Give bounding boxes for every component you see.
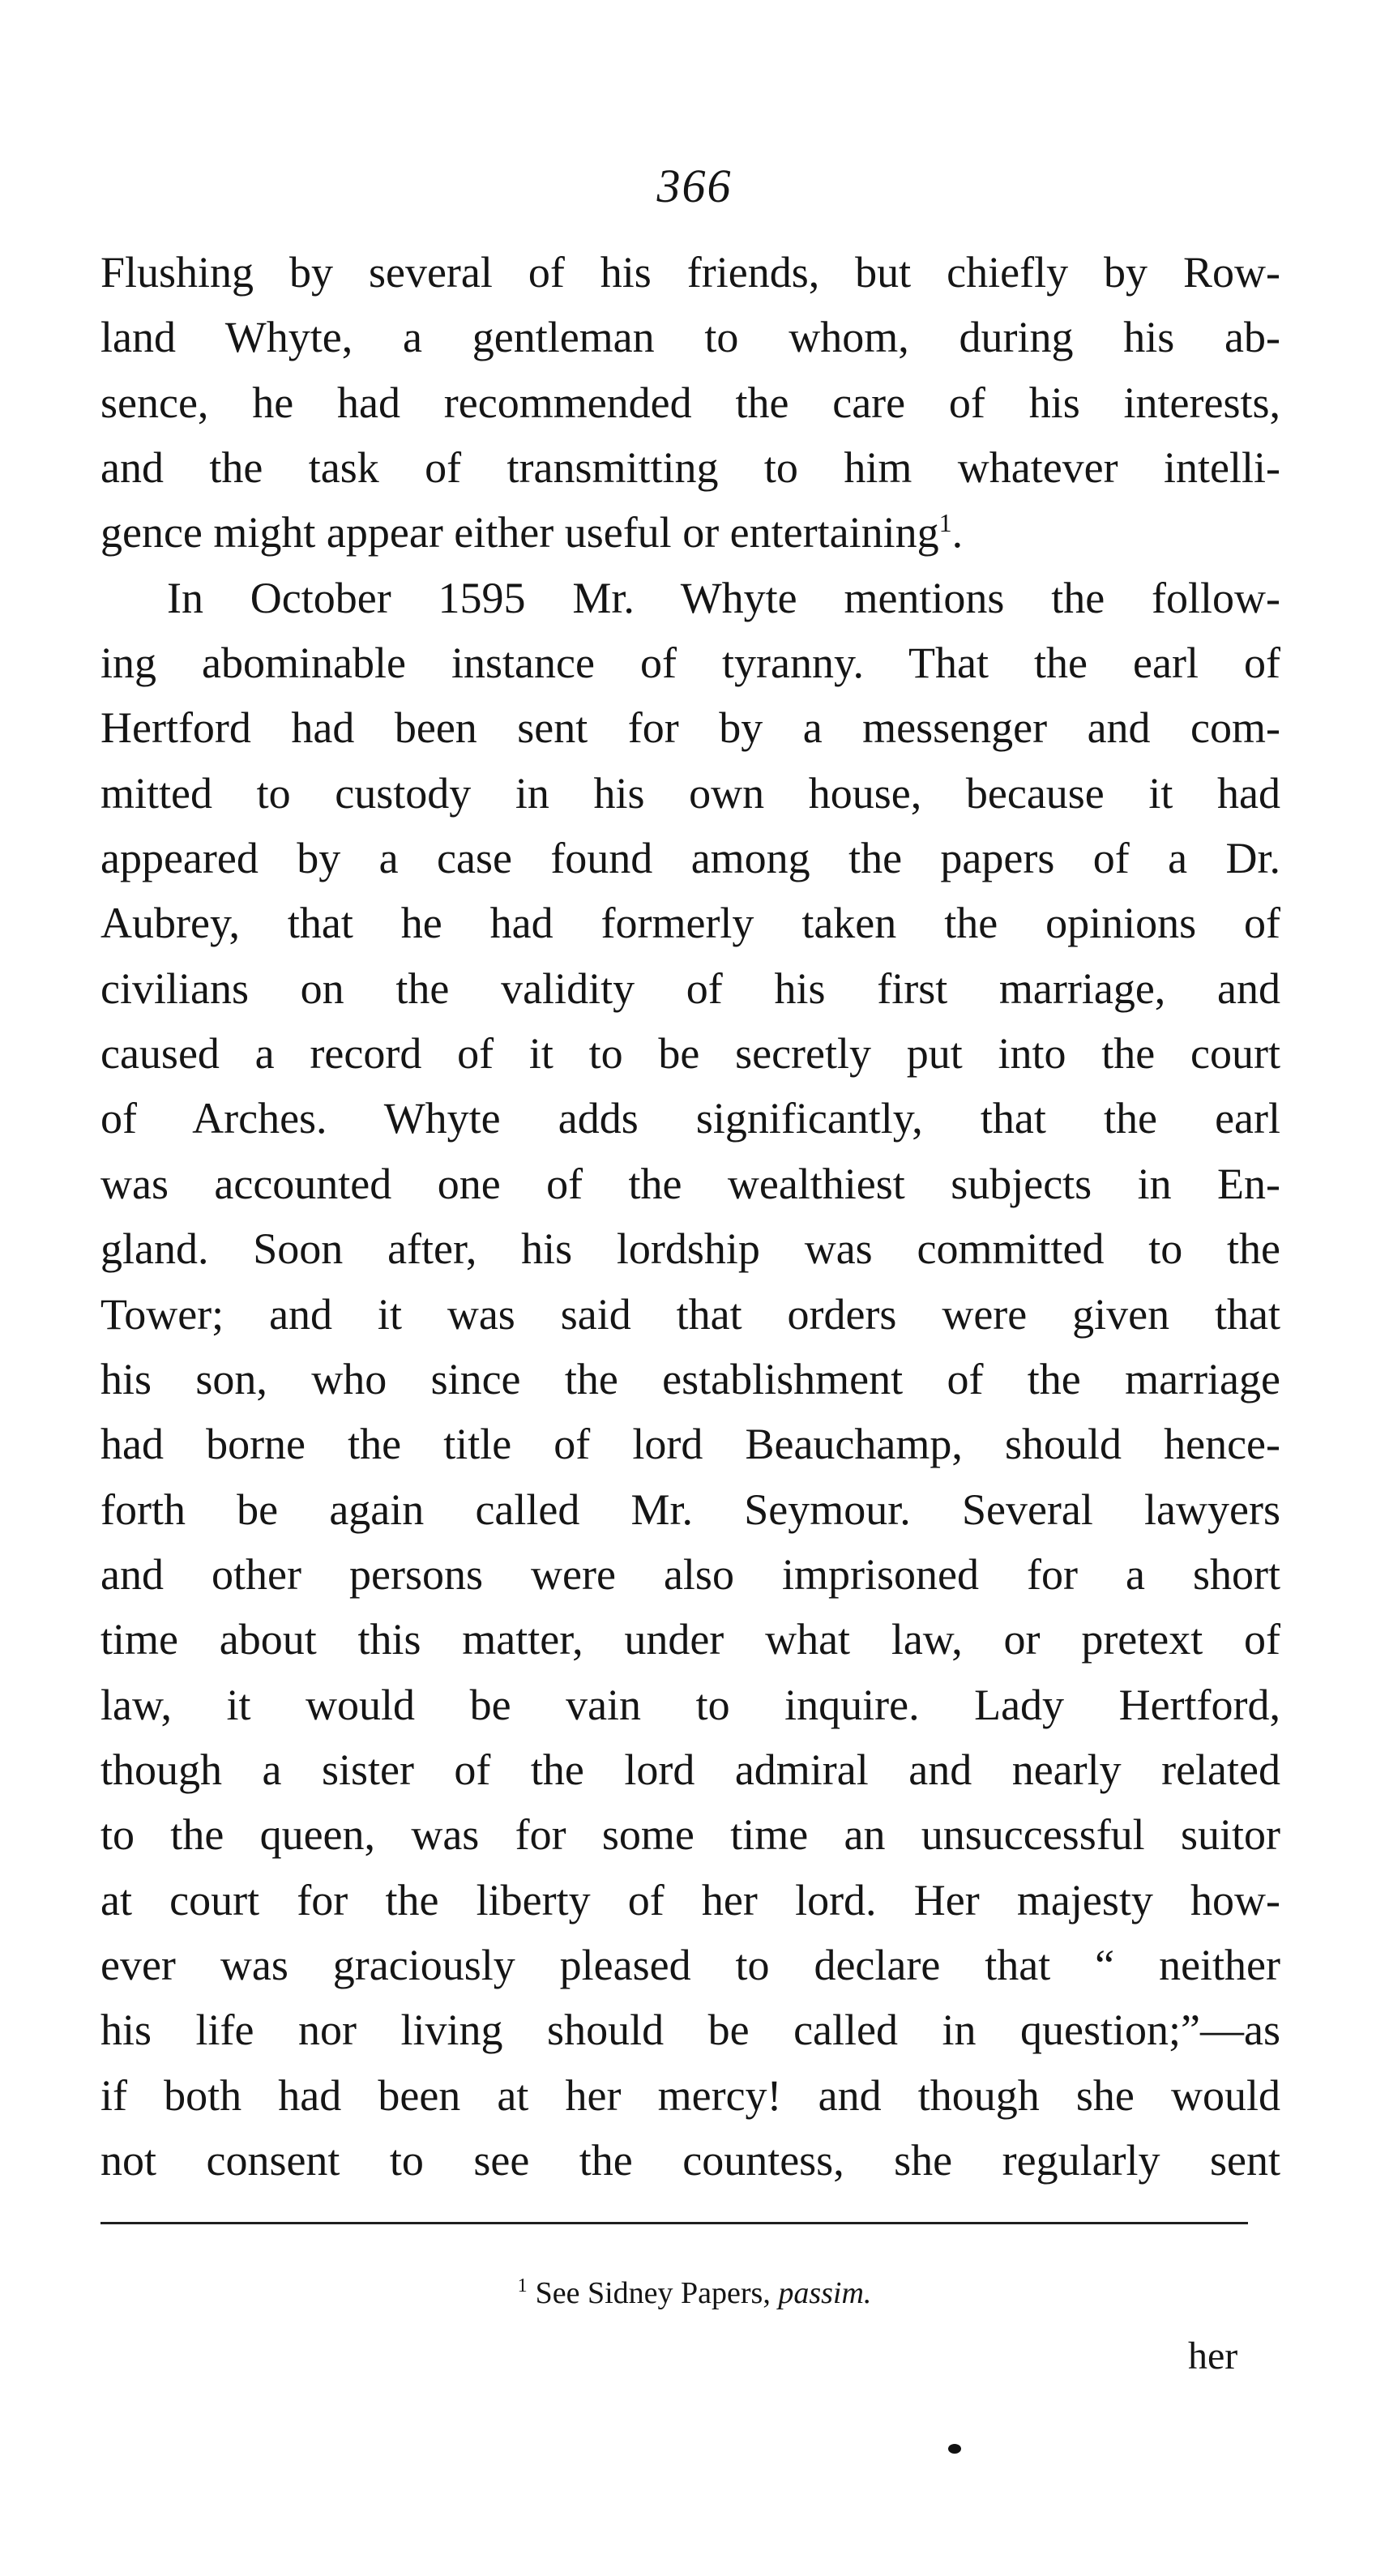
text-line: caused a record of it to be secretly put into the court <box>100 1029 1280 1079</box>
text-line: appeared by a case found among the papers of a Dr. <box>100 834 1280 883</box>
catchword: her <box>1188 2335 1238 2377</box>
text-line: had borne the title of lord Beauchamp, should hence- <box>100 1420 1280 1469</box>
footnote-marker: 1 <box>517 2275 528 2297</box>
page-number: 366 <box>656 160 733 212</box>
ink-speck <box>948 2444 961 2454</box>
text-line: not consent to see the countess, she regularly sent <box>100 2135 1280 2185</box>
text-line: gland. Soon after, his lordship was committed to the <box>100 1224 1280 1274</box>
text-line: forth be again called Mr. Seymour. Several lawyers <box>100 1485 1280 1534</box>
text-line: time about this matter, under what law, or pretext of <box>100 1615 1280 1664</box>
text-line: his son, who since the establishment of the marriage <box>100 1354 1280 1403</box>
body-text <box>100 240 1280 2193</box>
text-line: gence might appear either useful or entertaining$^1$. <box>100 508 964 557</box>
text-line: Flushing by several of his friends, but chiefly by Row- <box>100 248 1280 297</box>
text-line: mitted to custody in his own house, because it had <box>100 768 1280 818</box>
text-line: to the queen, was for some time an unsuccessful suitor <box>100 1810 1280 1860</box>
text-line: if both had been at her mercy! and though she would <box>100 2070 1280 2120</box>
text-line: sence, he had recommended the care of his interests, <box>100 378 1280 427</box>
text-line: and the task of transmitting to him whatever intelli- <box>100 443 1280 493</box>
footnote <box>0 2275 1389 2311</box>
text-line: Tower; and it was said that orders were given that <box>100 1289 1280 1339</box>
text-line: Hertford had been sent for by a messenger and com- <box>100 703 1280 753</box>
footnote-reference: 1 <box>938 508 952 538</box>
text-line: In October 1595 Mr. Whyte mentions the follow- <box>167 573 1280 622</box>
text-line: law, it would be vain to inquire. Lady Hertford, <box>100 1680 1280 1729</box>
text-line: ever was graciously pleased to declare that “ neither <box>100 1940 1280 1989</box>
text-line: at court for the liberty of her lord. Her majesty how- <box>100 1875 1280 1925</box>
footnote-divider <box>100 2222 1248 2224</box>
text-line: civilians on the validity of his first marriage, and <box>100 963 1280 1013</box>
text-line: his life nor living should be called in question;”—as <box>100 2006 1280 2055</box>
text-line: Aubrey, that he had formerly taken the opinions of <box>100 899 1280 948</box>
text-line: of Arches. Whyte adds significantly, that the earl <box>100 1094 1280 1143</box>
text-line: though a sister of the lord admiral and nearly related <box>100 1745 1280 1794</box>
text-line: was accounted one of the wealthiest subjects in En- <box>100 1159 1280 1208</box>
text-line: land Whyte, a gentleman to whom, during his ab- <box>100 313 1280 362</box>
footnote-text: See Sidney Papers, <box>535 2276 771 2310</box>
text-line: and other persons were also imprisoned for a short <box>100 1549 1280 1599</box>
text-line: ing abominable instance of tyranny. That the earl of <box>100 639 1280 688</box>
footnote-source: passim. <box>778 2276 872 2310</box>
